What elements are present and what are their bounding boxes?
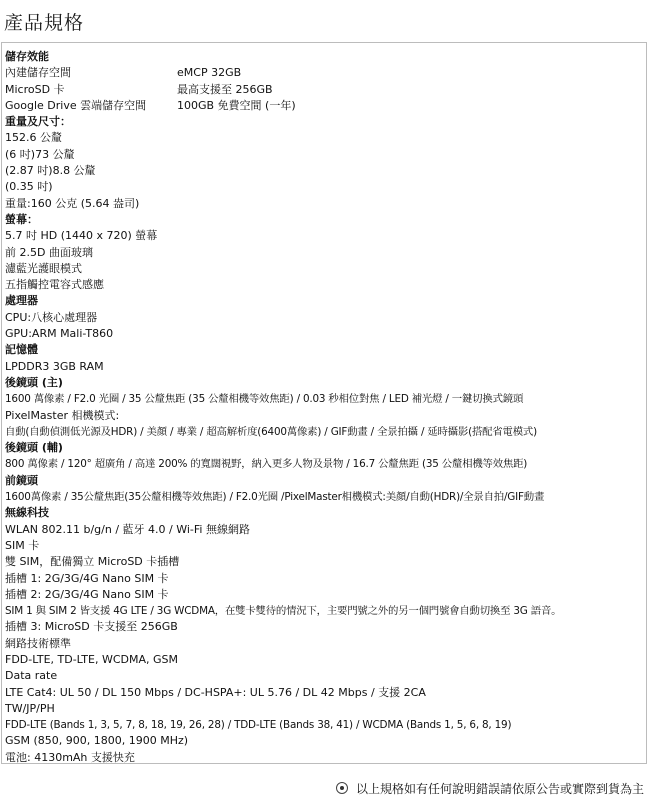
spec-line: PixelMaster 相機模式: (5, 408, 120, 422)
page-title: 產品規格 (4, 12, 85, 34)
spec-section-heading: 儲存效能 (5, 50, 49, 63)
spec-line: 前 2.5D 曲面玻璃 (5, 245, 93, 259)
spec-line: 網路技術標準 (5, 636, 71, 650)
spec-line: (0.35 吋) (5, 180, 53, 194)
spec-key: 內建儲存空間 (5, 66, 71, 80)
spec-line: 1600 萬像素 / F2.0 光圈 / 35 公釐焦距 (35 公釐相機等效焦距) / 0.03 秒相位對焦 / LED 補光燈 / 一鍵切換式鏡頭 (5, 393, 524, 406)
spec-line: TW/JP/PH (5, 701, 55, 715)
spec-line: FDD-LTE, TD-LTE, WCDMA, GSM (5, 652, 178, 666)
spec-line: SIM 卡 (5, 538, 40, 552)
footer-note (336, 780, 644, 797)
spec-section-heading: 後鏡頭 (輔) (5, 441, 63, 455)
spec-line: 5.7 吋 HD (1440 x 720) 螢幕 (5, 229, 158, 243)
spec-line: 800 萬像素 / 120° 超廣角 / 高達 200% 的寬闊視野，納入更多人物及景物 / 16.7 公釐焦距 (35 公釐相機等效焦距) (5, 458, 528, 471)
spec-line: 插槽 3: MicroSD 卡支援至 256GB (5, 620, 178, 634)
footer-note-text: 以上規格如有任何說明錯誤請依原公告或實際到貨為主 (355, 782, 644, 796)
spec-key: Google Drive 雲端儲存空間 (5, 98, 147, 112)
spec-key: MicroSD 卡 (5, 82, 65, 96)
spec-line: 濾藍光護眼模式 (5, 261, 82, 275)
spec-line: Data rate (5, 669, 58, 683)
spec-section-heading: 記憶體 (5, 343, 38, 357)
spec-value: eMCP 32GB (177, 66, 242, 80)
spec-line: 電池: 4130mAh 支援快充 (5, 750, 135, 764)
bullet-icon (336, 782, 348, 794)
spec-row-kv (5, 82, 644, 98)
spec-section-heading: 前鏡頭 (5, 473, 38, 487)
spec-line: LTE Cat4: UL 50 / DL 150 Mbps / DC-HSPA+: UL 5.76 / DL 42 Mbps / 支援 2CA (5, 685, 426, 699)
spec-section-heading: 螢幕： (5, 212, 38, 226)
spec-section-heading: 重量及尺寸： (5, 115, 71, 129)
spec-section-heading: 無線科技 (5, 506, 49, 520)
spec-line: 自動(自動偵測低光源及HDR) / 美顏 / 專業 / 超高解析度(6400萬像素) / GIF動畫 / 全景拍攝 / 延時攝影(搭配省電模式) (5, 425, 537, 438)
spec-line: LPDDR3 3GB RAM (5, 359, 104, 373)
spec-line: GSM (850, 900, 1800, 1900 MHz) (5, 734, 189, 748)
spec-line: (6 吋)73 公釐 (5, 147, 75, 161)
spec-line: SIM 1 與 SIM 2 皆支援 4G LTE / 3G WCDMA，在雙卡雙待的情況下，主要門號之外的另一個門號會自動切換至 3G 語音。 (5, 605, 562, 618)
spec-section-heading: 後鏡頭 (主) (5, 375, 63, 389)
spec-line: CPU:八核心處理器 (5, 310, 98, 324)
spec-section-heading: 處理器 (5, 294, 38, 308)
spec-value: 100GB 免費空間 (一年) (177, 98, 296, 112)
spec-line: 152.6 公釐 (5, 131, 62, 145)
spec-line: GPU:ARM Mali-T860 (5, 327, 114, 341)
spec-line: (2.87 吋)8.8 公釐 (5, 164, 96, 178)
spec-line: 重量:160 公克 (5.64 盎司) (5, 196, 140, 210)
spec-line: 1600萬像素 / 35公釐焦距(35公釐相機等效焦距) / F2.0光圈 /PixelMaster相機模式:美顏/自動(HDR)/全景自拍/GIF動畫 (5, 491, 545, 504)
spec-table (1, 42, 647, 764)
spec-line: 插槽 1: 2G/3G/4G Nano SIM 卡 (5, 571, 169, 585)
spec-line: 五指觸控電容式感應 (5, 278, 104, 292)
spec-line: 雙 SIM，配備獨立 MicroSD 卡插槽 (5, 555, 180, 569)
spec-line: 插槽 2: 2G/3G/4G Nano SIM 卡 (5, 587, 169, 601)
spec-line: WLAN 802.11 b/g/n / 藍牙 4.0 / Wi-Fi 無線網路 (5, 522, 250, 536)
spec-row-kv (5, 98, 644, 114)
spec-value: 最高支援至 256GB (177, 82, 273, 96)
spec-row-kv (5, 65, 644, 81)
spec-line: FDD-LTE (Bands 1, 3, 5, 7, 8, 18, 19, 26, 28) / TDD-LTE (Bands 38, 41) / WCDMA (Bands 1, 5, 6, 8, 19) (5, 719, 512, 732)
